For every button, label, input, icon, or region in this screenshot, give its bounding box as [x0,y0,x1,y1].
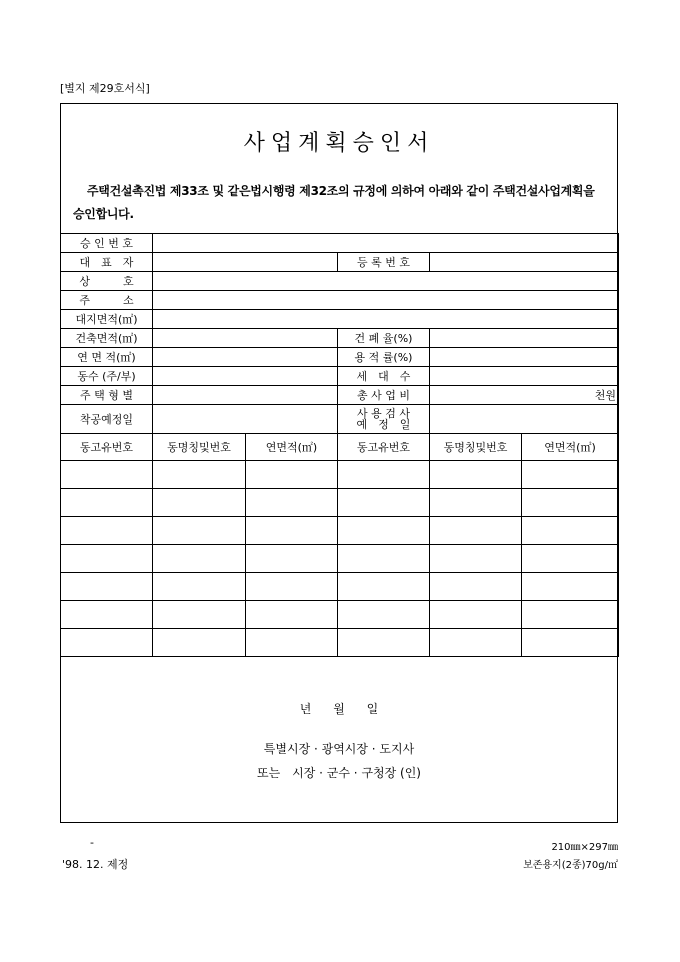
detail-cell[interactable] [338,489,430,517]
site-area-label: 대지면적(㎡) [61,310,153,329]
detail-cell[interactable] [430,629,522,657]
representative-label: 대 표 자 [61,253,153,272]
detail-cell[interactable] [338,629,430,657]
detail-row [61,545,619,573]
detail-cell[interactable] [430,517,522,545]
detail-cell[interactable] [338,517,430,545]
inspection-date-label-line2: 예 정 일 [356,418,411,431]
header-building-name-1: 동명칭및번호 [153,434,246,461]
detail-cell[interactable] [522,601,619,629]
detail-cell[interactable] [338,601,430,629]
total-cost-label: 총 사 업 비 [338,386,430,405]
housing-type-value[interactable] [153,386,338,405]
page-title: 사업계획승인서 [243,131,435,156]
detail-cell[interactable] [246,573,338,601]
detail-cell[interactable] [61,489,153,517]
header-floor-area-1: 연면적(㎡) [246,434,338,461]
trade-name-value[interactable] [153,272,619,291]
header-building-id-2: 동고유번호 [338,434,430,461]
signature-date: 년 월 일 [299,702,379,716]
detail-row [61,601,619,629]
detail-cell[interactable] [153,461,246,489]
inspection-date-value[interactable] [430,405,619,434]
detail-cell[interactable] [246,489,338,517]
signature-authority-line1: 특별시장 · 광역시장 · 도지사 [263,742,415,756]
footer-paper-size: 210㎜×297㎜ [551,842,618,853]
building-count-label: 동수 (주/부) [61,367,153,386]
total-cost-value[interactable] [430,386,619,405]
detail-cell[interactable] [153,601,246,629]
detail-row [61,517,619,545]
address-value[interactable] [153,291,619,310]
inspection-date-label [338,405,430,434]
intro-text: 주택건설촉진법 제33조 및 같은법시행령 제32조의 규정에 의하여 아래와 같이 주택건설사업계획을 승인합니다. [73,184,595,221]
total-cost-unit: 천원 [594,389,617,402]
households-label: 세 대 수 [338,367,430,386]
form-number-label: [별지 제29호서식] [60,82,150,95]
detail-cell[interactable] [522,573,619,601]
detail-cell[interactable] [61,629,153,657]
header-building-name-2: 동명칭및번호 [430,434,522,461]
building-area-value[interactable] [153,329,338,348]
detail-cell[interactable] [430,601,522,629]
form-frame [60,103,618,823]
detail-cell[interactable] [153,573,246,601]
detail-cell[interactable] [430,461,522,489]
detail-cell[interactable] [61,573,153,601]
site-area-value[interactable] [153,310,619,329]
detail-cell[interactable] [246,517,338,545]
building-count-value[interactable] [153,367,338,386]
detail-cell[interactable] [246,629,338,657]
address-label: 주 소 [61,291,153,310]
detail-row [61,489,619,517]
detail-cell[interactable] [153,489,246,517]
detail-cell[interactable] [61,545,153,573]
detail-cell[interactable] [430,545,522,573]
detail-cell[interactable] [338,545,430,573]
trade-name-label: 상 호 [61,272,153,291]
detail-row [61,573,619,601]
housing-type-label: 주 택 형 별 [61,386,153,405]
start-date-label: 착공예정일 [61,405,153,434]
start-date-value[interactable] [153,405,338,434]
representative-value[interactable] [153,253,338,272]
floor-area-ratio-label: 용 적 률(%) [338,348,430,367]
detail-cell[interactable] [61,461,153,489]
approval-table [60,233,619,657]
detail-cell[interactable] [246,545,338,573]
detail-row [61,461,619,489]
inspection-date-label-line1: 사 용 검 사 [357,407,410,420]
footer-enacted-date: '98. 12. 제정 [62,858,129,871]
detail-cell[interactable] [153,517,246,545]
households-value[interactable] [430,367,619,386]
building-area-label: 건축면적(㎡) [61,329,153,348]
detail-cell[interactable] [153,545,246,573]
detail-cell[interactable] [338,573,430,601]
footer-dash: - [90,836,94,849]
detail-cell[interactable] [338,461,430,489]
signature-authority-line2: 또는 시장 · 군수 · 구청장 (인) [257,766,421,780]
registration-number-label: 등 록 번 호 [338,253,430,272]
total-floor-area-label: 연 면 적(㎡) [61,348,153,367]
detail-row [61,629,619,657]
approval-number-label: 승 인 번 호 [61,234,153,253]
header-floor-area-2: 연면적(㎡) [522,434,619,461]
detail-cell[interactable] [430,573,522,601]
detail-cell[interactable] [246,461,338,489]
approval-number-value[interactable] [153,234,619,253]
detail-cell[interactable] [522,489,619,517]
detail-cell[interactable] [522,545,619,573]
detail-cell[interactable] [522,629,619,657]
coverage-ratio-value[interactable] [430,329,619,348]
detail-cell[interactable] [522,461,619,489]
coverage-ratio-label: 건 폐 율(%) [338,329,430,348]
detail-cell[interactable] [522,517,619,545]
total-floor-area-value[interactable] [153,348,338,367]
detail-cell[interactable] [61,517,153,545]
header-building-id-1: 동고유번호 [61,434,153,461]
floor-area-ratio-value[interactable] [430,348,619,367]
detail-cell[interactable] [153,629,246,657]
footer-paper-type: 보존용지(2종)70g/㎡ [523,860,618,871]
detail-cell[interactable] [61,601,153,629]
registration-number-value[interactable] [430,253,619,272]
detail-cell[interactable] [430,489,522,517]
detail-cell[interactable] [246,601,338,629]
